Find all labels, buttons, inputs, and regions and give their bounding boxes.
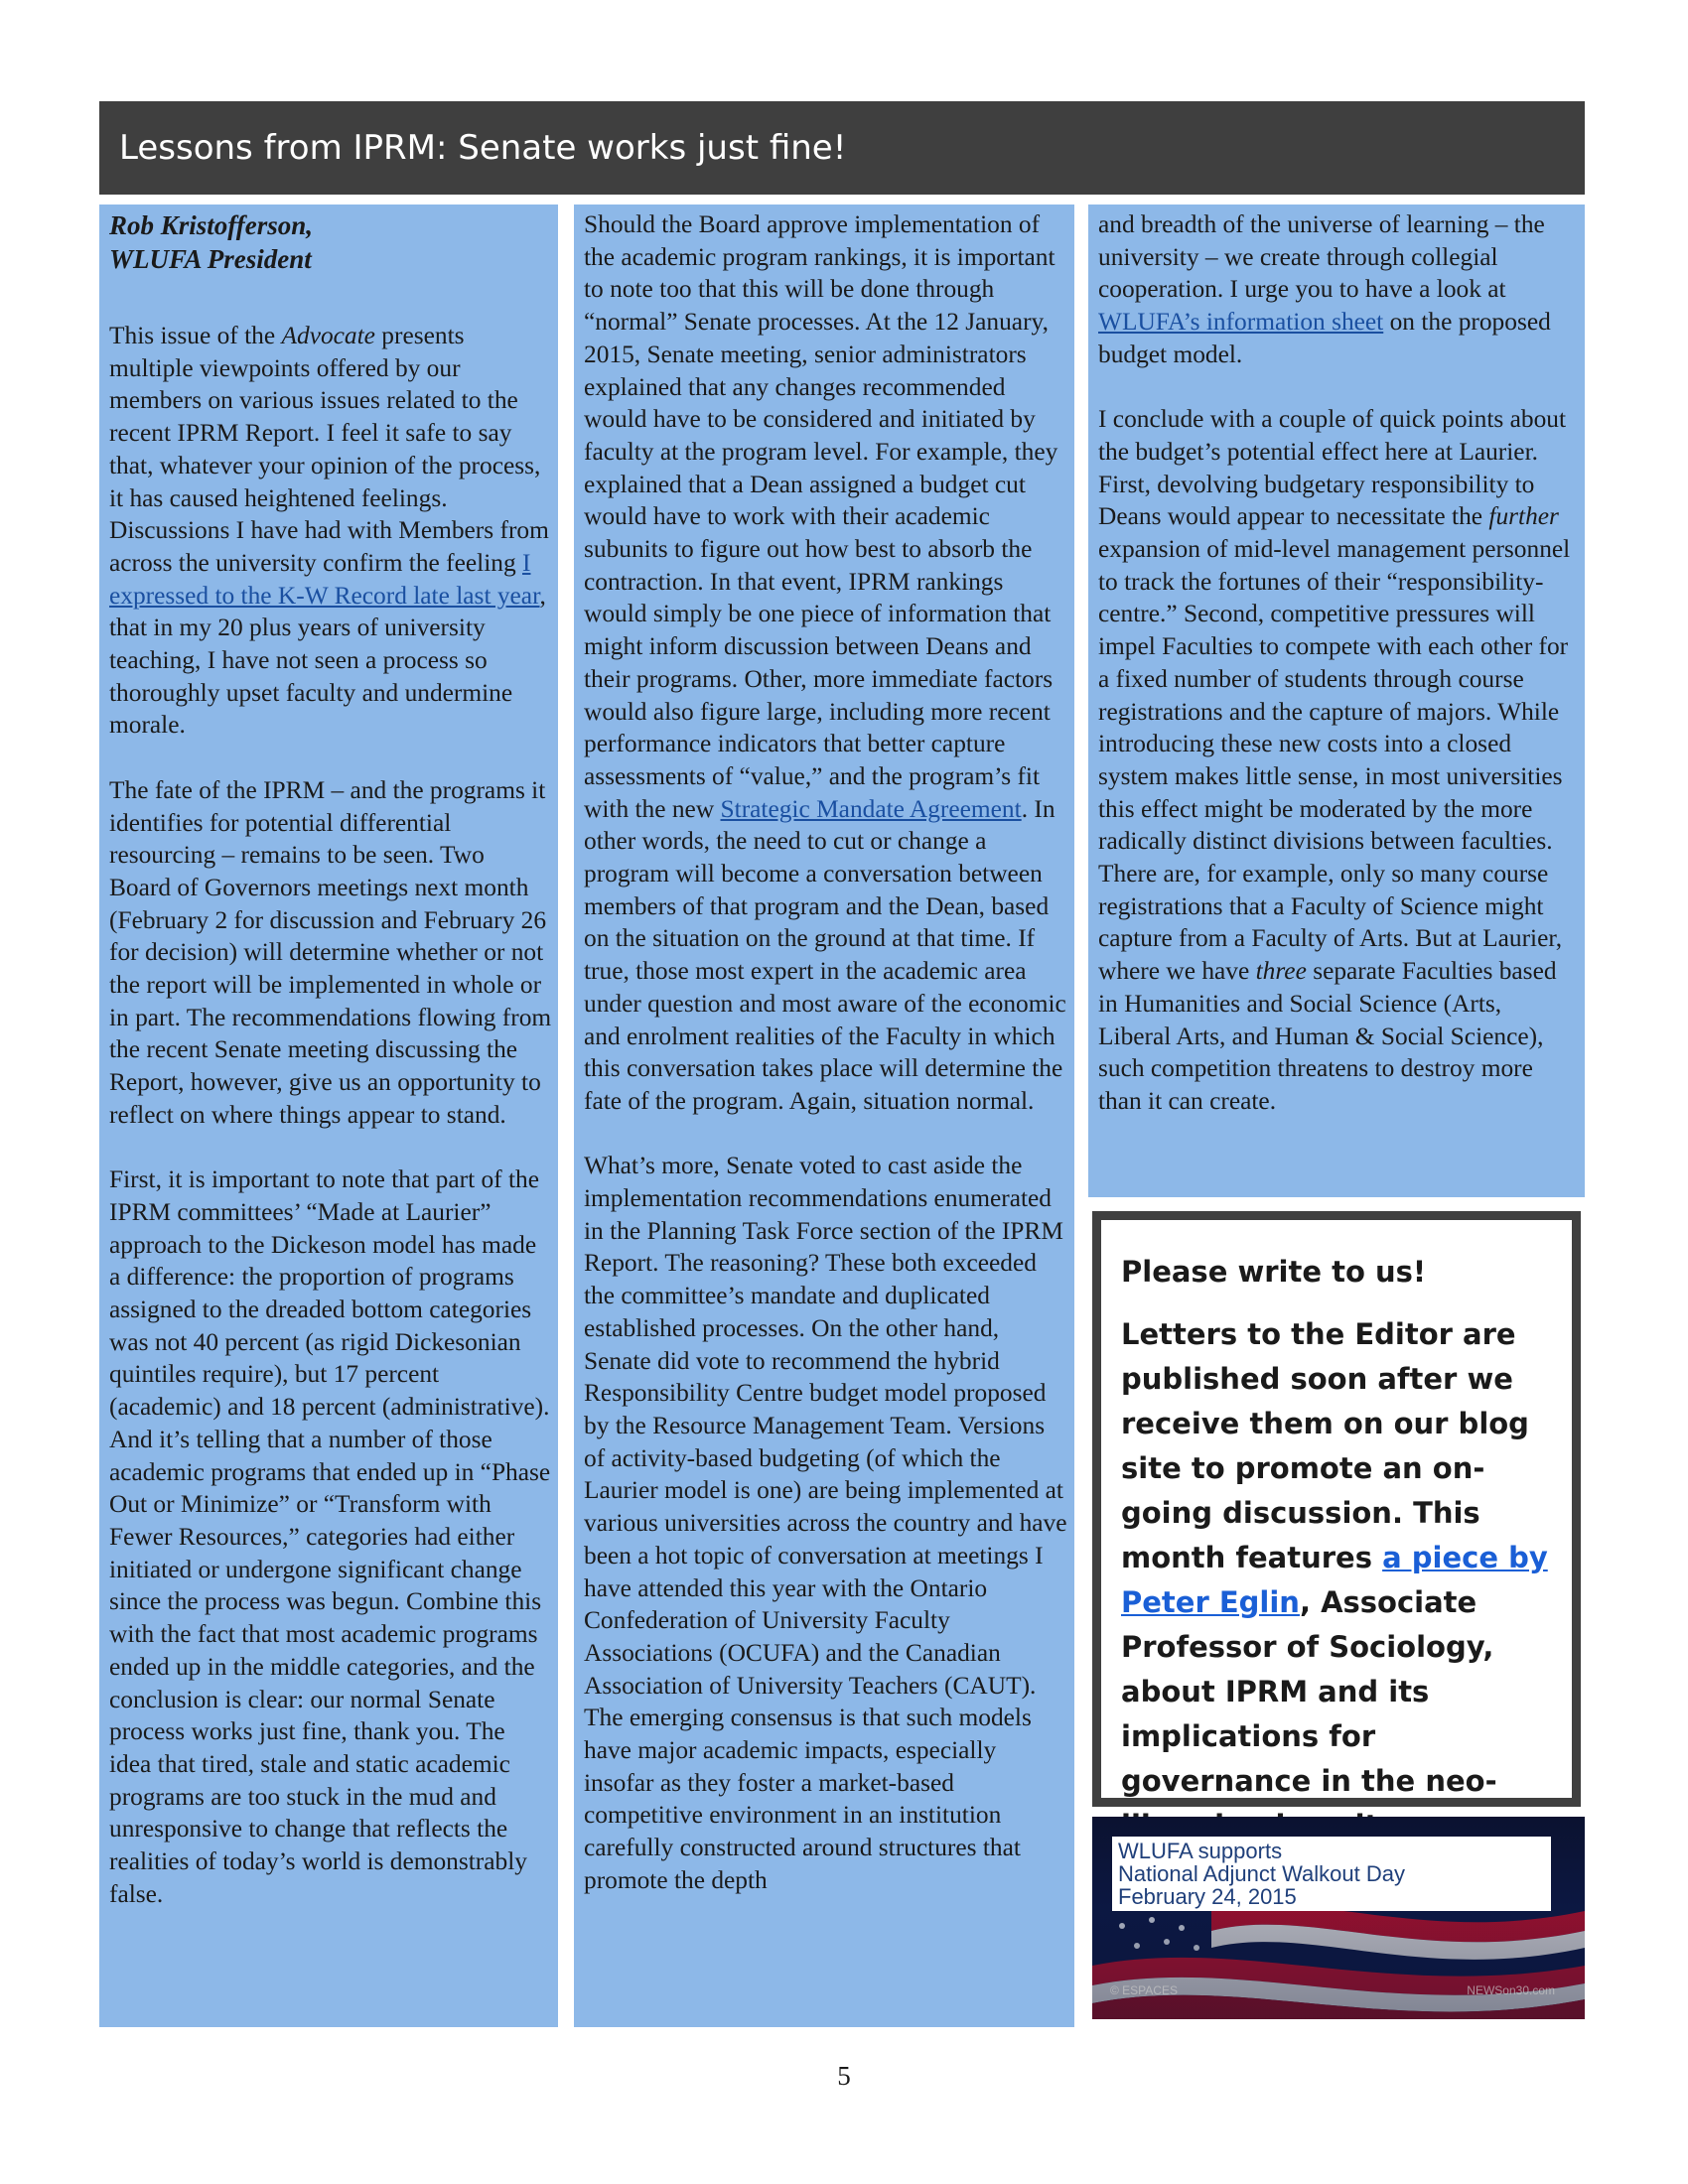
article-title-banner: Lessons from IPRM: Senate works just fine!: [99, 101, 1585, 195]
paragraph: [1098, 208, 1579, 371]
text: and breadth of the universe of learning – the university – we create through collegial cooperation. I urge you to have a look at: [1098, 210, 1545, 304]
text: on the proposed budget model.: [1098, 308, 1551, 368]
caption-line: National Adjunct Walkout Day: [1118, 1861, 1405, 1886]
paragraph: [109, 320, 552, 742]
text: I conclude with a couple of quick points about the budget’s potential effect here at Laurier. First, devolving budgetary responsibility to Deans would appear to necessitate the: [1098, 405, 1567, 531]
peter-eglin-piece-link[interactable]: a piece by Peter Eglin: [1121, 1541, 1548, 1619]
article-column-1: [99, 205, 558, 2027]
letters-to-editor-box: [1092, 1211, 1581, 1807]
text: , that in my 20 plus years of university teaching, I have not seen a process so thoroughly upset faculty and undermine morale.: [109, 581, 546, 740]
strategic-mandate-agreement-link[interactable]: Strategic Mandate Agreement: [720, 794, 1022, 823]
text: separate Faculties based in Humanities and Social Science (Arts, Liberal Arts, and Human & Social Science), such competition threatens to destroy more than it can create.: [1098, 957, 1557, 1115]
kw-record-link[interactable]: I expressed to the K-W Record late last year: [109, 548, 540, 610]
text: Should the Board approve implementation of the academic program rankings, it is important to note too that this will be done through “normal” Senate processes. At the 12 January, 2015, Senate meeting, senior administrators explained that any changes recommended would have to be considered and initiated by faculty at the program level. For example, they explained that a Dean assigned a budget cut would have to work with their academic subunits to figure out how best to absorb the contraction. In that event, IPRM rankings would simply be one piece of information that might inform discussion between Deans and their programs. Other, more immediate factors would also figure large, including more recent performance indicators that better capture assessments of “value,” and the program’s fit with the new: [584, 210, 1058, 823]
article-column-3: [1088, 205, 1585, 1197]
letters-text: , Associate Professor of Sociology, about IPRM and its implications for governance in the neo-: [1121, 1585, 1497, 1798]
image-credit-right: NEWSon30.com: [1467, 1983, 1555, 1997]
caption-line: February 24, 2015: [1118, 1884, 1297, 1909]
information-sheet-link[interactable]: WLUFA’s information sheet: [1098, 308, 1384, 337]
text: This issue of the: [109, 322, 282, 349]
image-credit-left: © ESPACES: [1110, 1983, 1178, 1997]
caption-line: WLUFA supports: [1118, 1839, 1283, 1863]
emphasis: further: [1488, 502, 1559, 531]
emphasis: three: [1255, 957, 1307, 986]
walkout-day-banner-image: [1092, 1817, 1585, 2019]
letters-text: Letters to the Editor are published soon after we receive them on our blog site to promote an on-going discussion. This month features: [1121, 1317, 1529, 1574]
article-column-2: [574, 205, 1074, 2027]
walkout-caption: [1112, 1837, 1551, 1911]
text: expansion of mid-level management personnel to track the fortunes of their “responsibility-centre.” Second, competitive pressures will impel Faculties to compete with each other for a fixed number of students through course registrations and the capture of majors. While introducing these new costs into a closed system makes little sense, in most universities this effect might be moderated by the more radically distinct divisions between faculties. There are, for example, only so many course registrations that a Faculty of Science might capture from a Faculty of Arts. But at Laurier, where we have: [1098, 535, 1571, 986]
author-name: Rob Kristofferson,: [109, 210, 314, 240]
paragraph: [1098, 403, 1579, 1117]
paragraph: What’s more, Senate voted to cast aside the implementation recommendations enumerated in the Planning Task Force section of the IPRM Report. The reasoning? These both exceeded the committee’s mandate and duplicated established processes. On the other hand, Senate did vote to recommend the hybrid Responsibility Centre budget model proposed by the Resource Management Team. Versions of activity-based budgeting (of which the Laurier model is one) are being implemented at various universities across the country and have been a hot topic of conversation at meetings I have attended this year with the Ontario Confederation of University Faculty Associations (OCUFA) and the Canadian Association of University Teachers (CAUT). The emerging consensus is that such models have major academic impacts, especially insofar as they foster a market-based competitive environment in an institution carefully constructed around structures that promote the depth: [584, 1152, 1067, 1894]
byline: [109, 208, 552, 276]
paragraph: [584, 208, 1068, 1118]
publication-name: Advocate: [281, 322, 375, 349]
text: presents multiple viewpoints offered by our members on various issues related to the recent IPRM Report. I feel it safe to say that, whatever your opinion of the process, it has caused heightened feelings. Discussions I have had with Members from across the university confirm the feeling: [109, 322, 549, 577]
text: . In other words, the need to cut or change a program will become a conversation between members of that program and the Dean, based on the situation on the ground at that time. If true, those most expert in the academic area under question and most aware of the economic and enrolment realities of the Faculty in which this conversation takes place will determine the fate of the program. Again, situation normal.: [584, 794, 1066, 1115]
letters-heading: Please write to us!: [1121, 1255, 1427, 1289]
author-title: WLUFA President: [109, 244, 312, 274]
paragraph: First, it is important to note that part of the IPRM committees’ “Made at Laurier” approach to the Dickeson model has made a difference: the proportion of programs assigned to the dreaded bottom categories was not 40 percent (as rigid Dickesonian quintiles require), but 17 percent (academic) and 18 percent (administrative). And it’s telling that a number of those academic programs that ended up in “Phase Out or Minimize” or “Transform with Fewer Resources,” categories had either initiated or undergone significant change since the process was begun. Combine this with the fact that most academic programs ended up in the middle categories, and the conclusion is clear: our normal Senate process works just fine, thank you. The idea that tired, stale and static academic programs are too stuck in the mud and unresponsive to change that reflects the realities of today’s world is demonstrably false.: [109, 1165, 551, 1908]
paragraph: The fate of the IPRM – and the programs it identifies for potential differential resourcing – remains to be seen. Two Board of Governors meetings next month (February 2 for discussion and February 26 for decision) will determine whether or not the report will be implemented in whole or in part. The recommendations flowing from the recent Senate meeting discussing the Report, however, give us an opportunity to reflect on where things appear to stand.: [109, 775, 552, 1129]
page-number: 5: [837, 2061, 851, 2091]
